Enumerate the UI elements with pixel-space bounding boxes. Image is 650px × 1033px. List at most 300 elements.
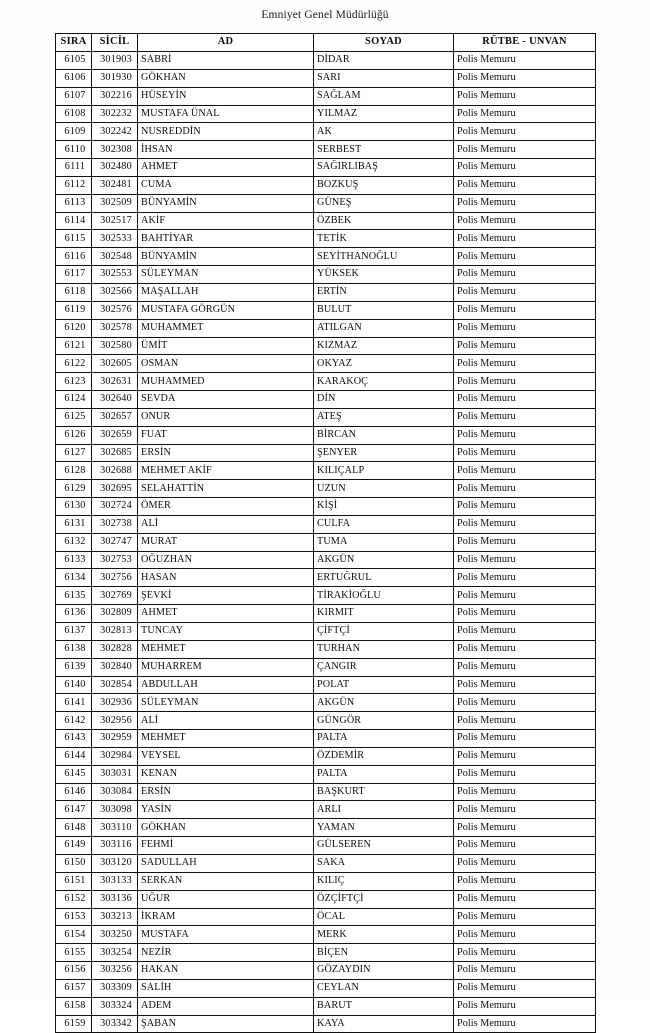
table-row (56, 69, 596, 87)
table-row (56, 587, 596, 605)
cell-sira: 6154 (56, 926, 92, 944)
cell-rutbe: Polis Memuru (454, 783, 596, 801)
cell-sicil: 302509 (92, 194, 138, 212)
cell-rutbe: Polis Memuru (454, 141, 596, 159)
cell-soyad: UZUN (314, 480, 454, 498)
table-row (56, 551, 596, 569)
table-row (56, 230, 596, 248)
cell-rutbe: Polis Memuru (454, 854, 596, 872)
cell-rutbe: Polis Memuru (454, 533, 596, 551)
table-row (56, 373, 596, 391)
cell-sicil: 302753 (92, 551, 138, 569)
table-row (56, 623, 596, 641)
table-row (56, 283, 596, 301)
cell-sira: 6128 (56, 462, 92, 480)
cell-soyad: SEYİTHANOĞLU (314, 248, 454, 266)
cell-sira: 6138 (56, 640, 92, 658)
cell-soyad: POLAT (314, 676, 454, 694)
table-row (56, 159, 596, 177)
cell-sira: 6150 (56, 854, 92, 872)
cell-ad: MEHMET (138, 640, 314, 658)
cell-sicil: 302533 (92, 230, 138, 248)
cell-sicil: 302216 (92, 87, 138, 105)
cell-sicil: 303136 (92, 890, 138, 908)
cell-sira: 6132 (56, 533, 92, 551)
cell-sicil: 303256 (92, 962, 138, 980)
cell-sira: 6144 (56, 747, 92, 765)
cell-rutbe: Polis Memuru (454, 694, 596, 712)
cell-soyad: ÖCAL (314, 908, 454, 926)
cell-sicil: 301930 (92, 69, 138, 87)
cell-ad: HÜSEYİN (138, 87, 314, 105)
cell-sira: 6149 (56, 837, 92, 855)
cell-rutbe: Polis Memuru (454, 480, 596, 498)
cell-ad: ADEM (138, 997, 314, 1015)
cell-rutbe: Polis Memuru (454, 730, 596, 748)
column-header-ad: AD (138, 34, 314, 52)
cell-sira: 6118 (56, 283, 92, 301)
cell-soyad: YILMAZ (314, 105, 454, 123)
cell-sira: 6142 (56, 712, 92, 730)
cell-ad: AHMET (138, 159, 314, 177)
cell-sicil: 303254 (92, 944, 138, 962)
cell-soyad: SAĞIRLIBAŞ (314, 159, 454, 177)
cell-sira: 6112 (56, 176, 92, 194)
cell-sicil: 303031 (92, 765, 138, 783)
cell-ad: ALİ (138, 712, 314, 730)
page-title: Emniyet Genel Müdürlüğü (261, 9, 389, 21)
cell-sicil: 302308 (92, 141, 138, 159)
table-row (56, 533, 596, 551)
table-row (56, 176, 596, 194)
cell-ad: MEHMET AKİF (138, 462, 314, 480)
cell-ad: MUHAMMED (138, 373, 314, 391)
cell-sira: 6157 (56, 979, 92, 997)
cell-sicil: 302688 (92, 462, 138, 480)
cell-rutbe: Polis Memuru (454, 373, 596, 391)
cell-ad: TUNCAY (138, 623, 314, 641)
cell-soyad: ŞENYER (314, 444, 454, 462)
cell-sira: 6148 (56, 819, 92, 837)
cell-rutbe: Polis Memuru (454, 498, 596, 516)
table-row (56, 319, 596, 337)
table-row (56, 944, 596, 962)
cell-sicil: 302605 (92, 355, 138, 373)
cell-sira: 6130 (56, 498, 92, 516)
cell-rutbe: Polis Memuru (454, 515, 596, 533)
cell-soyad: AKGÜN (314, 551, 454, 569)
cell-soyad: TURHAN (314, 640, 454, 658)
cell-ad: CUMA (138, 176, 314, 194)
cell-soyad: GÖZAYDIN (314, 962, 454, 980)
cell-ad: SEVDA (138, 391, 314, 409)
cell-soyad: BULUT (314, 301, 454, 319)
cell-ad: OSMAN (138, 355, 314, 373)
cell-rutbe: Polis Memuru (454, 765, 596, 783)
table-row (56, 783, 596, 801)
cell-sicil: 302232 (92, 105, 138, 123)
cell-sicil: 302640 (92, 391, 138, 409)
cell-rutbe: Polis Memuru (454, 837, 596, 855)
cell-rutbe: Polis Memuru (454, 212, 596, 230)
cell-rutbe: Polis Memuru (454, 444, 596, 462)
cell-soyad: TETİK (314, 230, 454, 248)
table-row (56, 355, 596, 373)
table-row (56, 248, 596, 266)
cell-soyad: OKYAZ (314, 355, 454, 373)
cell-sira: 6141 (56, 694, 92, 712)
table-body (56, 52, 596, 1033)
cell-ad: ÜMİT (138, 337, 314, 355)
cell-rutbe: Polis Memuru (454, 926, 596, 944)
table-row (56, 712, 596, 730)
cell-sira: 6131 (56, 515, 92, 533)
cell-sira: 6129 (56, 480, 92, 498)
cell-ad: BÜNYAMİN (138, 248, 314, 266)
cell-ad: SERKAN (138, 872, 314, 890)
table-row (56, 1015, 596, 1033)
cell-sira: 6115 (56, 230, 92, 248)
cell-sira: 6135 (56, 587, 92, 605)
cell-ad: VEYSEL (138, 747, 314, 765)
cell-ad: GÖKHAN (138, 819, 314, 837)
cell-ad: İHSAN (138, 141, 314, 159)
cell-sira: 6145 (56, 765, 92, 783)
cell-sicil: 302956 (92, 712, 138, 730)
cell-rutbe: Polis Memuru (454, 551, 596, 569)
cell-soyad: YÜKSEK (314, 266, 454, 284)
cell-sicil: 302984 (92, 747, 138, 765)
cell-sira: 6111 (56, 159, 92, 177)
cell-sicil: 303250 (92, 926, 138, 944)
cell-sicil: 303098 (92, 801, 138, 819)
table-row (56, 391, 596, 409)
cell-soyad: SAĞLAM (314, 87, 454, 105)
cell-rutbe: Polis Memuru (454, 997, 596, 1015)
cell-sira: 6117 (56, 266, 92, 284)
cell-sira: 6121 (56, 337, 92, 355)
cell-sira: 6126 (56, 426, 92, 444)
cell-sira: 6134 (56, 569, 92, 587)
cell-rutbe: Polis Memuru (454, 105, 596, 123)
cell-rutbe: Polis Memuru (454, 391, 596, 409)
cell-ad: ÖMER (138, 498, 314, 516)
cell-sicil: 302809 (92, 605, 138, 623)
cell-ad: SADULLAH (138, 854, 314, 872)
cell-ad: ALİ (138, 515, 314, 533)
cell-ad: SELAHATTİN (138, 480, 314, 498)
table-row (56, 87, 596, 105)
cell-soyad: YAMAN (314, 819, 454, 837)
cell-soyad: PALTA (314, 765, 454, 783)
table-row (56, 658, 596, 676)
cell-sicil: 302695 (92, 480, 138, 498)
cell-rutbe: Polis Memuru (454, 230, 596, 248)
cell-sicil: 301903 (92, 52, 138, 70)
cell-soyad: SAKA (314, 854, 454, 872)
cell-rutbe: Polis Memuru (454, 658, 596, 676)
cell-ad: GÖKHAN (138, 69, 314, 87)
cell-soyad: DİDAR (314, 52, 454, 70)
table-row (56, 52, 596, 70)
cell-soyad: MERK (314, 926, 454, 944)
cell-sira: 6136 (56, 605, 92, 623)
table-header (56, 34, 596, 52)
cell-sicil: 302580 (92, 337, 138, 355)
cell-soyad: SARI (314, 69, 454, 87)
cell-ad: MUSTAFA GÖRGÜN (138, 301, 314, 319)
cell-rutbe: Polis Memuru (454, 605, 596, 623)
cell-rutbe: Polis Memuru (454, 337, 596, 355)
cell-rutbe: Polis Memuru (454, 462, 596, 480)
cell-sicil: 302481 (92, 176, 138, 194)
cell-soyad: ÖZDEMİR (314, 747, 454, 765)
cell-sira: 6133 (56, 551, 92, 569)
cell-rutbe: Polis Memuru (454, 301, 596, 319)
cell-ad: ONUR (138, 408, 314, 426)
cell-soyad: TİRAKİOĞLU (314, 587, 454, 605)
table-row (56, 426, 596, 444)
cell-soyad: GÜNGÖR (314, 712, 454, 730)
cell-sicil: 302724 (92, 498, 138, 516)
cell-sira: 6114 (56, 212, 92, 230)
cell-sira: 6158 (56, 997, 92, 1015)
cell-sira: 6153 (56, 908, 92, 926)
cell-ad: SÜLEYMAN (138, 266, 314, 284)
cell-ad: MUHAMMET (138, 319, 314, 337)
table-row (56, 694, 596, 712)
table-header-row (56, 34, 596, 52)
cell-ad: HASAN (138, 569, 314, 587)
table-row (56, 730, 596, 748)
cell-sicil: 302548 (92, 248, 138, 266)
table-row (56, 301, 596, 319)
cell-sira: 6151 (56, 872, 92, 890)
cell-rutbe: Polis Memuru (454, 676, 596, 694)
cell-sira: 6107 (56, 87, 92, 105)
cell-sira: 6108 (56, 105, 92, 123)
table-row (56, 890, 596, 908)
cell-soyad: KIRMIT (314, 605, 454, 623)
cell-sicil: 302828 (92, 640, 138, 658)
cell-rutbe: Polis Memuru (454, 319, 596, 337)
cell-rutbe: Polis Memuru (454, 194, 596, 212)
cell-ad: ERSİN (138, 444, 314, 462)
cell-ad: BAHTİYAR (138, 230, 314, 248)
cell-sira: 6140 (56, 676, 92, 694)
cell-soyad: ÇİFTÇİ (314, 623, 454, 641)
cell-sicil: 303213 (92, 908, 138, 926)
cell-rutbe: Polis Memuru (454, 908, 596, 926)
cell-rutbe: Polis Memuru (454, 159, 596, 177)
cell-rutbe: Polis Memuru (454, 408, 596, 426)
cell-rutbe: Polis Memuru (454, 52, 596, 70)
table-row (56, 765, 596, 783)
table-row (56, 266, 596, 284)
cell-sira: 6152 (56, 890, 92, 908)
roster-table-container (55, 33, 595, 1033)
table-row (56, 640, 596, 658)
column-header-rutbe: RÜTBE - UNVAN (454, 34, 596, 52)
cell-sicil: 302631 (92, 373, 138, 391)
cell-ad: AKİF (138, 212, 314, 230)
table-row (56, 212, 596, 230)
table-row (56, 854, 596, 872)
cell-sira: 6123 (56, 373, 92, 391)
cell-sicil: 302657 (92, 408, 138, 426)
cell-sira: 6124 (56, 391, 92, 409)
cell-sira: 6147 (56, 801, 92, 819)
cell-sicil: 302738 (92, 515, 138, 533)
cell-rutbe: Polis Memuru (454, 712, 596, 730)
cell-rutbe: Polis Memuru (454, 587, 596, 605)
cell-soyad: KAYA (314, 1015, 454, 1033)
cell-soyad: BARUT (314, 997, 454, 1015)
cell-soyad: BİÇEN (314, 944, 454, 962)
cell-rutbe: Polis Memuru (454, 1015, 596, 1033)
cell-sicil: 302769 (92, 587, 138, 605)
cell-soyad: KILIÇALP (314, 462, 454, 480)
table-row (56, 837, 596, 855)
cell-sicil: 303342 (92, 1015, 138, 1033)
cell-ad: MUHARREM (138, 658, 314, 676)
cell-sicil: 302756 (92, 569, 138, 587)
cell-soyad: BİRCAN (314, 426, 454, 444)
cell-rutbe: Polis Memuru (454, 623, 596, 641)
cell-rutbe: Polis Memuru (454, 747, 596, 765)
cell-soyad: BAŞKURT (314, 783, 454, 801)
cell-sira: 6105 (56, 52, 92, 70)
table-row (56, 747, 596, 765)
cell-soyad: ATILGAN (314, 319, 454, 337)
cell-sicil: 302578 (92, 319, 138, 337)
cell-sira: 6139 (56, 658, 92, 676)
cell-sicil: 302959 (92, 730, 138, 748)
cell-soyad: ARLI (314, 801, 454, 819)
cell-sicil: 302517 (92, 212, 138, 230)
cell-rutbe: Polis Memuru (454, 569, 596, 587)
cell-sicil: 302480 (92, 159, 138, 177)
cell-ad: SALİH (138, 979, 314, 997)
table-row (56, 444, 596, 462)
table-row (56, 462, 596, 480)
cell-soyad: TUMA (314, 533, 454, 551)
cell-sira: 6137 (56, 623, 92, 641)
table-row (56, 498, 596, 516)
cell-ad: ERSİN (138, 783, 314, 801)
table-row (56, 194, 596, 212)
cell-soyad: ERTİN (314, 283, 454, 301)
cell-sira: 6156 (56, 962, 92, 980)
cell-soyad: KILIÇ (314, 872, 454, 890)
cell-rutbe: Polis Memuru (454, 69, 596, 87)
cell-ad: SABRİ (138, 52, 314, 70)
cell-ad: KENAN (138, 765, 314, 783)
table-row (56, 962, 596, 980)
table-row (56, 819, 596, 837)
cell-rutbe: Polis Memuru (454, 890, 596, 908)
cell-sicil: 303120 (92, 854, 138, 872)
cell-ad: YASİN (138, 801, 314, 819)
cell-sira: 6116 (56, 248, 92, 266)
cell-sira: 6120 (56, 319, 92, 337)
cell-sicil: 302854 (92, 676, 138, 694)
cell-sira: 6155 (56, 944, 92, 962)
cell-sicil: 303084 (92, 783, 138, 801)
table-row (56, 337, 596, 355)
cell-ad: İKRAM (138, 908, 314, 926)
cell-sira: 6106 (56, 69, 92, 87)
cell-ad: UĞUR (138, 890, 314, 908)
cell-soyad: ERTUĞRUL (314, 569, 454, 587)
cell-sira: 6122 (56, 355, 92, 373)
cell-sira: 6119 (56, 301, 92, 319)
column-header-sira: SIRA (56, 34, 92, 52)
cell-soyad: GÜNEŞ (314, 194, 454, 212)
cell-ad: MAŞALLAH (138, 283, 314, 301)
cell-sira: 6146 (56, 783, 92, 801)
cell-soyad: CULFA (314, 515, 454, 533)
cell-rutbe: Polis Memuru (454, 426, 596, 444)
cell-sicil: 302242 (92, 123, 138, 141)
cell-soyad: DİN (314, 391, 454, 409)
column-header-sicil: SİCİL (92, 34, 138, 52)
cell-sicil: 302747 (92, 533, 138, 551)
table-row (56, 872, 596, 890)
cell-rutbe: Polis Memuru (454, 872, 596, 890)
cell-ad: AHMET (138, 605, 314, 623)
table-row (56, 801, 596, 819)
table-row (56, 605, 596, 623)
cell-ad: ŞEVKİ (138, 587, 314, 605)
cell-sicil: 303110 (92, 819, 138, 837)
cell-soyad: KIZMAZ (314, 337, 454, 355)
table-row (56, 997, 596, 1015)
cell-soyad: BOZKUŞ (314, 176, 454, 194)
cell-rutbe: Polis Memuru (454, 962, 596, 980)
cell-rutbe: Polis Memuru (454, 283, 596, 301)
cell-rutbe: Polis Memuru (454, 176, 596, 194)
cell-sicil: 302936 (92, 694, 138, 712)
cell-soyad: PALTA (314, 730, 454, 748)
cell-rutbe: Polis Memuru (454, 248, 596, 266)
table-row (56, 105, 596, 123)
table-row (56, 569, 596, 587)
table-row (56, 141, 596, 159)
cell-sira: 6113 (56, 194, 92, 212)
cell-rutbe: Polis Memuru (454, 640, 596, 658)
cell-sicil: 302685 (92, 444, 138, 462)
cell-rutbe: Polis Memuru (454, 819, 596, 837)
cell-sicil: 302813 (92, 623, 138, 641)
cell-soyad: AK (314, 123, 454, 141)
cell-ad: OĞUZHAN (138, 551, 314, 569)
cell-soyad: ÖZÇİFTÇİ (314, 890, 454, 908)
cell-sicil: 302553 (92, 266, 138, 284)
cell-rutbe: Polis Memuru (454, 87, 596, 105)
table-row (56, 676, 596, 694)
cell-sira: 6143 (56, 730, 92, 748)
cell-sicil: 303116 (92, 837, 138, 855)
cell-ad: MUSTAFA (138, 926, 314, 944)
cell-soyad: AKGÜN (314, 694, 454, 712)
cell-sira: 6110 (56, 141, 92, 159)
cell-rutbe: Polis Memuru (454, 944, 596, 962)
table-row (56, 480, 596, 498)
cell-sicil: 303309 (92, 979, 138, 997)
table-row (56, 908, 596, 926)
cell-sira: 6159 (56, 1015, 92, 1033)
